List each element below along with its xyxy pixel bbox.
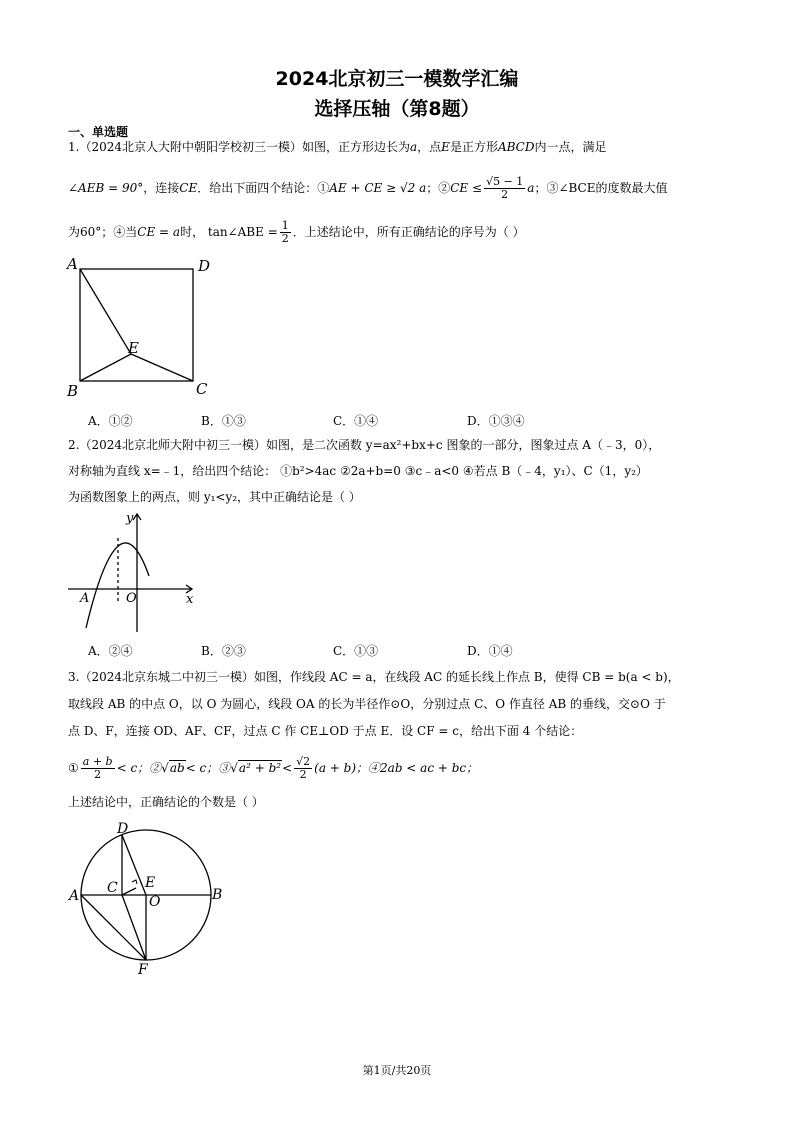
q2-parabola-figure: [64, 508, 204, 634]
q2-line3: 为函数图象上的两点，则 y₁<y₂，其中正确结论是（ ）: [68, 490, 361, 504]
label-O: O: [126, 591, 137, 606]
q2-option-b[interactable]: B．②③: [201, 644, 246, 658]
q1-option-b[interactable]: B．①③: [201, 414, 246, 428]
label-F: F: [138, 962, 148, 978]
q1-option-a[interactable]: A．①②: [88, 414, 133, 428]
page-subtitle: 选择压轴（第8题）: [314, 98, 480, 120]
label-E: E: [145, 875, 156, 891]
label-A: A: [69, 888, 80, 904]
label-B: B: [67, 382, 79, 400]
label-D: D: [198, 257, 211, 275]
label-O: O: [149, 894, 161, 910]
label-D: D: [117, 821, 129, 837]
q3-line5: 上述结论中，正确结论的个数是（ ）: [68, 795, 264, 809]
q3-line3: 点 D、F，连接 OD、AF、CF，过点 C 作 CE⊥OD 于点 E．设 CF = c，给出下面 4 个结论：: [68, 724, 583, 738]
q1-line3: 为60°；④当CE = a时， tan∠ABE = $\frac{1}{2}$ ．上述结论中，所有正确结论的序号为（ ）: [68, 219, 525, 246]
page-title: 2024北京初三一模数学汇编: [275, 68, 519, 90]
label-x: x: [186, 592, 194, 607]
q3-circle-figure: [60, 816, 240, 981]
label-A: A: [67, 255, 78, 273]
q1-line2: ∠AEB = 90°，连接CE．给出下面四个结论：①AE + CE ≥ √2 a；②CE ≤ $\frac{√5 - 1}{2}$ a；③∠BCE的度数最大值: [68, 175, 668, 202]
q2-line2: 对称轴为直线 x=﹣1，给出四个结论： ①b²>4ac ②2a+b=0 ③c﹣a<0 ④若点 B（﹣4，y₁）、C（1，y₂）: [68, 464, 648, 478]
label-A: A: [80, 591, 90, 606]
section-heading: 一、单选题: [68, 125, 129, 139]
q3-line2: 取线段 AB 的中点 O，以 O 为圆心，线段 OA 的长为半径作⊙O，分别过点 C、O 作直径 AB 的垂线，交⊙O 于: [68, 697, 666, 711]
q1-option-d[interactable]: D．①③④: [467, 414, 525, 428]
q1-line1: 1.（2024北京人大附中朝阳学校初三一模）如图，正方形边长为a，点E是正方形ABCD内一点，满足: [68, 140, 607, 154]
q2-option-c[interactable]: C．①③: [333, 644, 379, 658]
q2-option-a[interactable]: A．②④: [88, 644, 133, 658]
q2-option-d[interactable]: D．①④: [467, 644, 513, 658]
q2-line1: 2.（2024北京北师大附中初三一模）如图，是二次函数 y=ax²+bx+c 图象的一部分，图象过点 A（﹣3，0），: [68, 438, 661, 452]
label-B: B: [212, 887, 223, 903]
q1-option-c[interactable]: C．①④: [333, 414, 379, 428]
label-C: C: [107, 880, 118, 896]
q1-square-figure: [60, 252, 220, 402]
q3-line4: ① $\frac{a + b}{2}$ < c；②√ab< c；③√a² + b²< $\frac{√2}{2}$ (a + b)；④2ab < ac + bc；: [68, 755, 479, 782]
page-footer: 第1页/共20页: [362, 1064, 432, 1077]
label-E: E: [128, 339, 139, 357]
label-y: y: [126, 511, 134, 526]
q3-line1: 3.（2024北京东城二中初三一模）如图，作线段 AC = a，在线段 AC 的延长线上作点 B，使得 CB = b(a < b)，: [68, 670, 680, 684]
label-C: C: [196, 380, 208, 398]
